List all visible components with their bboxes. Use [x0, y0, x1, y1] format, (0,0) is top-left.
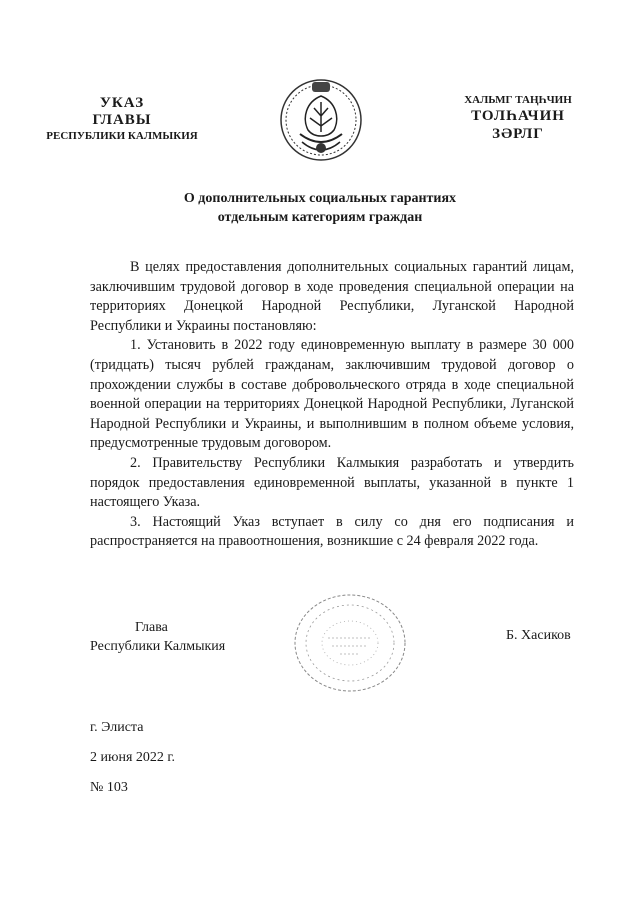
official-seal-icon	[288, 588, 413, 698]
clause-2-paragraph: 2. Правительству Республики Калмыкия разработать и утвердить порядок предоставления единовременной выплаты, указанной в пункте 1 настоящего Указа.	[90, 454, 574, 511]
issue-date: 2 июня 2022 г.	[90, 750, 176, 765]
decree-body	[90, 258, 574, 552]
signatory-title-line2: Республики Калмыкия	[90, 639, 226, 654]
header-right-line2: ТОЛҺАЧИН	[471, 108, 565, 124]
clause-1-paragraph: 1. Установить в 2022 году единовременную выплату в размере 30 000 (тридцать) тысяч рублей гражданам, заключившим трудовой договор о прохождении службы в составе добровольческого отряда в ходе специальной военной операции на территориях Донецкой Народной Республики, Луганской Народной Республики и Украины, и выполнившим в полном объеме условия, предусмотренные трудовым договором.	[90, 337, 574, 452]
header-left-line3: РЕСПУБЛИКИ КАЛМЫКИЯ	[46, 130, 198, 142]
header-left-line1: УКАЗ	[99, 95, 145, 111]
signatory-name: Б. Хасиков	[506, 628, 571, 643]
header-left-line2: ГЛАВЫ	[92, 112, 152, 128]
header-right-line1: ХАЛЬМГ ТАҢҺЧИН	[464, 94, 572, 106]
coat-of-arms-icon	[276, 72, 366, 168]
signatory-title-line1: Глава	[135, 620, 168, 635]
title-line1: О дополнительных социальных гарантиях	[183, 191, 457, 206]
decree-header-kalmyk	[448, 93, 588, 143]
decree-footer	[90, 718, 175, 808]
decree-header-russian	[42, 95, 202, 143]
preamble-paragraph: В целях предоставления дополнительных социальных гарантий лицам, заключившим трудовой договор в ходе проведения специальной операции на территориях Донецкой Народной Республики, Луганской Народной Республики и Украины постановляю:	[90, 259, 574, 334]
decree-title	[100, 189, 540, 227]
header-right-line3: ЗӘРЛГ	[492, 126, 544, 142]
title-line2: отдельным категориям граждан	[217, 210, 423, 225]
issue-city: г. Элиста	[90, 720, 144, 735]
signatory-title	[90, 618, 290, 656]
clause-3-paragraph: 3. Настоящий Указ вступает в силу со дня его подписания и распространяется на правоотношения, возникшие с 24 февраля 2022 года.	[90, 513, 574, 550]
decree-number: № 103	[90, 780, 128, 795]
